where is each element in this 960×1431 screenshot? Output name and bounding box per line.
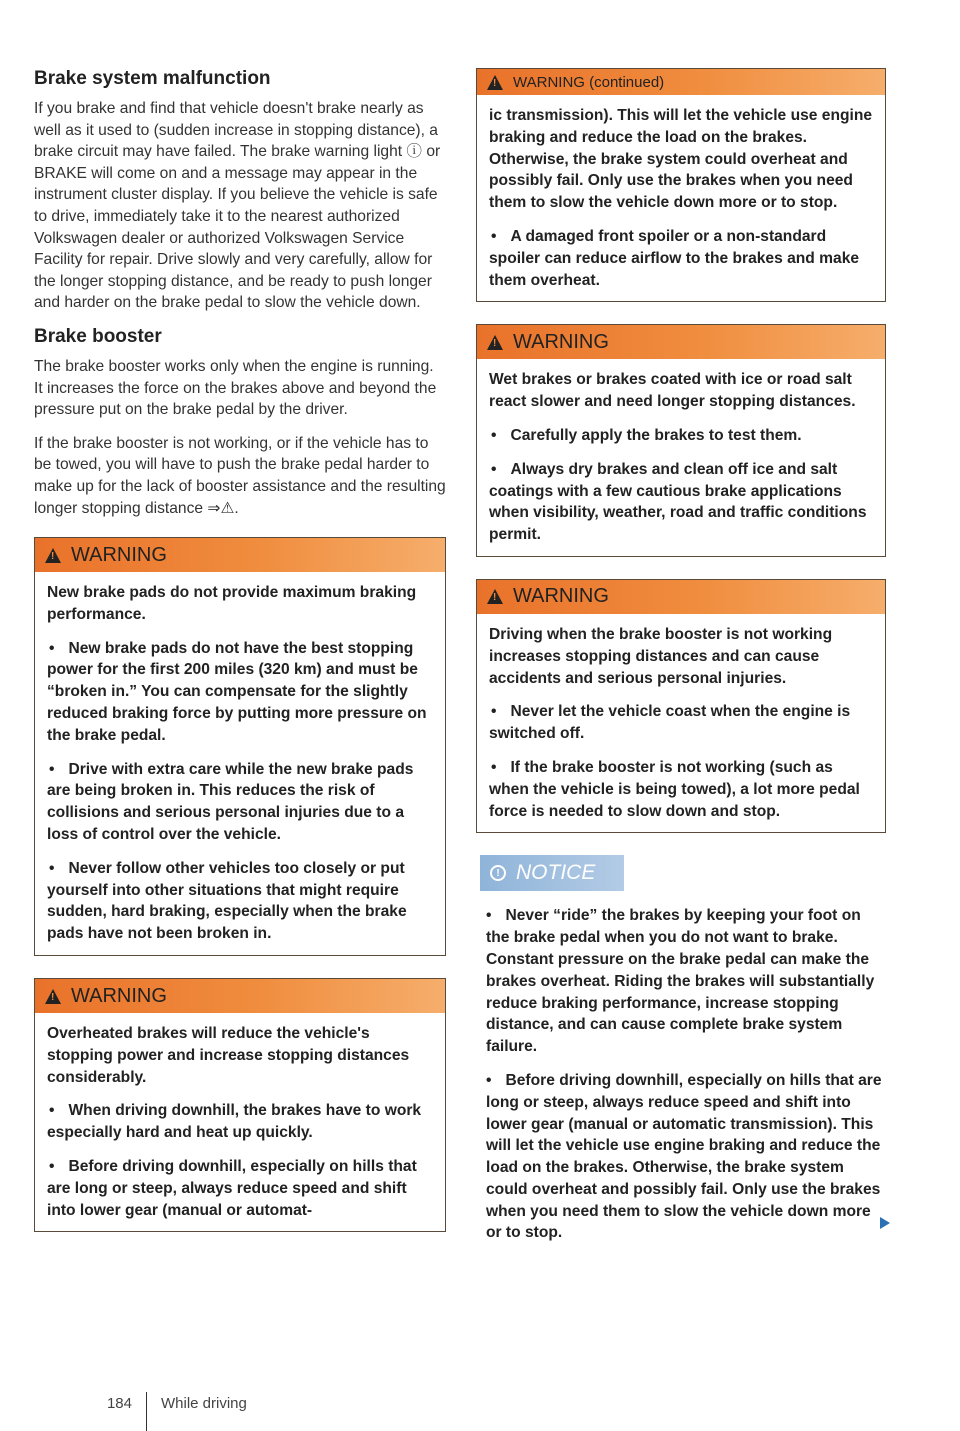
list-item: • If the brake booster is not working (such as when the vehicle is being towed), a lot more pedal force is needed to slow down and stop. — [489, 757, 873, 822]
notice-list — [476, 905, 886, 1244]
warning-title: WARNING (continued) — [513, 73, 665, 91]
warning-box-overheated — [34, 978, 446, 1232]
list-item: • A damaged front spoiler or a non-standard spoiler can reduce airflow to the brakes and make them overheat. — [489, 226, 873, 291]
warning-title: WARNING — [71, 984, 167, 1007]
heading-brake-system-malfunction: Brake system malfunction — [34, 68, 271, 89]
warning-box-booster — [476, 579, 886, 833]
warning-header — [35, 979, 445, 1013]
warning-triangle-icon — [487, 589, 503, 604]
list-item: • Before driving downhill, especially on hills that are long or steep, always reduce speed and shift into lower gear (manual or automat- — [47, 1156, 433, 1221]
warning-body — [35, 572, 445, 955]
list-item: • Always dry brakes and clean off ice and salt coatings with a few cautious brake applications when visibility, weather, road and traffic conditions permit. — [489, 459, 873, 546]
warning-intro: New brake pads do not provide maximum braking performance. — [47, 584, 417, 623]
list-item: • Drive with extra care while the new brake pads are being broken in. This reduces the risk of collisions and serious personal injuries due to a loss of control over the vehicle. — [47, 759, 433, 846]
warning-intro: ic transmission). This will let the vehicle use engine braking and reduce the load on the brakes. Otherwise, the brake system could overheat and possibly fail. Only use the brakes when you need them to slow the vehicle down more or to stop. — [489, 107, 873, 212]
warning-header — [477, 325, 885, 359]
list-item: • New brake pads do not have the best stopping power for the first 200 miles (320 km) and must be “broken in.” You can compensate for the slightly reduced braking force by putting more pressure on the brake pedal. — [47, 638, 433, 747]
warning-title: WARNING — [513, 585, 609, 608]
warning-body — [477, 359, 885, 556]
warning-header — [35, 538, 445, 572]
paragraph-booster-2: If the brake booster is not working, or if the vehicle has to be towed, you will have to push the brake pedal harder to make up for the lack of booster assistance and the resulting longer stopping distance ⇒⚠. — [34, 434, 446, 517]
warning-title: WARNING — [513, 330, 609, 353]
warning-triangle-icon — [45, 989, 61, 1004]
page-number: 184 — [106, 1394, 132, 1412]
warning-box-new-pads — [34, 537, 446, 956]
right-column — [476, 68, 886, 1256]
warning-intro: Wet brakes or brakes coated with ice or road salt react slower and need longer stopping distances. — [489, 371, 856, 411]
warning-list — [489, 425, 873, 546]
warning-list — [47, 1100, 433, 1221]
notice-header — [480, 855, 624, 891]
list-item: • When driving downhill, the brakes have to work especially hard and heat up quickly. — [47, 1100, 433, 1144]
list-item: • Never “ride” the brakes by keeping your foot on the brake pedal when you do not want to brake. Constant pressure on the brake pedal can make the brakes overheat. Riding the brakes will substantially reduce braking performance, increase stopping distance, and can cause complete brake system failure. — [476, 905, 886, 1058]
warning-box-wet-brakes — [476, 324, 886, 557]
warning-body — [477, 614, 885, 832]
warning-list — [489, 226, 873, 291]
warning-list — [47, 638, 433, 945]
warning-list — [489, 701, 873, 822]
paragraph-booster-1: The brake booster works only when the engine is running. It increases the force on the brakes above and beyond the pressure put on the brake pedal by the driver. — [34, 357, 437, 419]
notice-exclamation-icon: ! — [490, 865, 506, 881]
warning-title: WARNING — [71, 543, 167, 566]
page-footer — [102, 1374, 247, 1431]
warning-body — [35, 1013, 445, 1231]
warning-triangle-icon — [487, 335, 503, 350]
warning-box-continued — [476, 68, 886, 302]
list-item: • Never let the vehicle coast when the engine is switched off. — [489, 701, 873, 745]
list-item: • Carefully apply the brakes to test them. — [489, 425, 873, 447]
footer-divider — [146, 1392, 147, 1431]
warning-intro: Overheated brakes will reduce the vehicle's stopping power and increase stopping distances considerably. — [47, 1025, 410, 1086]
warning-intro: Driving when the brake booster is not working increases stopping distances and can cause accidents and serious personal injuries. — [489, 625, 833, 687]
paragraph-malfunction: If you brake and find that vehicle doesn't brake nearly as well as it used to (sudden increase in stopping distance), a brake circuit may have failed. The brake warning light ⓘ or BRAKE will come on and a message may appear in the instrument cluster display. If you believe the vehicle is safe to drive, immediately take it to the nearest authorized Volkswagen dealer or authorized Volkswagen Service Facility for repair. Drive slowly and very carefully, allow for the longer stopping distance, and be ready to push longer and harder on the brake pedal to slow the vehicle down. — [34, 100, 441, 312]
warning-triangle-icon — [487, 75, 503, 90]
section-title: While driving — [161, 1394, 247, 1412]
list-item: • Before driving downhill, especially on hills that are long or steep, always reduce speed and shift into lower gear (manual or automatic transmission). This will let the vehicle use engine braking and reduce the load on the brakes. Otherwise, the brake system could overheat and possibly fail. Only use the brakes when you need them to slow the vehicle down more or to stop. — [476, 1070, 886, 1244]
left-column — [34, 68, 446, 1254]
heading-brake-booster: Brake booster — [34, 325, 162, 347]
warning-body — [477, 95, 885, 301]
list-item: • Never follow other vehicles too closely or put yourself into other situations that might require sudden, hard braking, especially when the brake pads have not been broken in. — [47, 858, 433, 945]
warning-header — [477, 580, 885, 614]
notice-title: NOTICE — [516, 861, 596, 885]
continue-arrow-icon — [880, 1217, 890, 1229]
warning-header — [477, 69, 885, 95]
warning-triangle-icon — [45, 548, 61, 563]
